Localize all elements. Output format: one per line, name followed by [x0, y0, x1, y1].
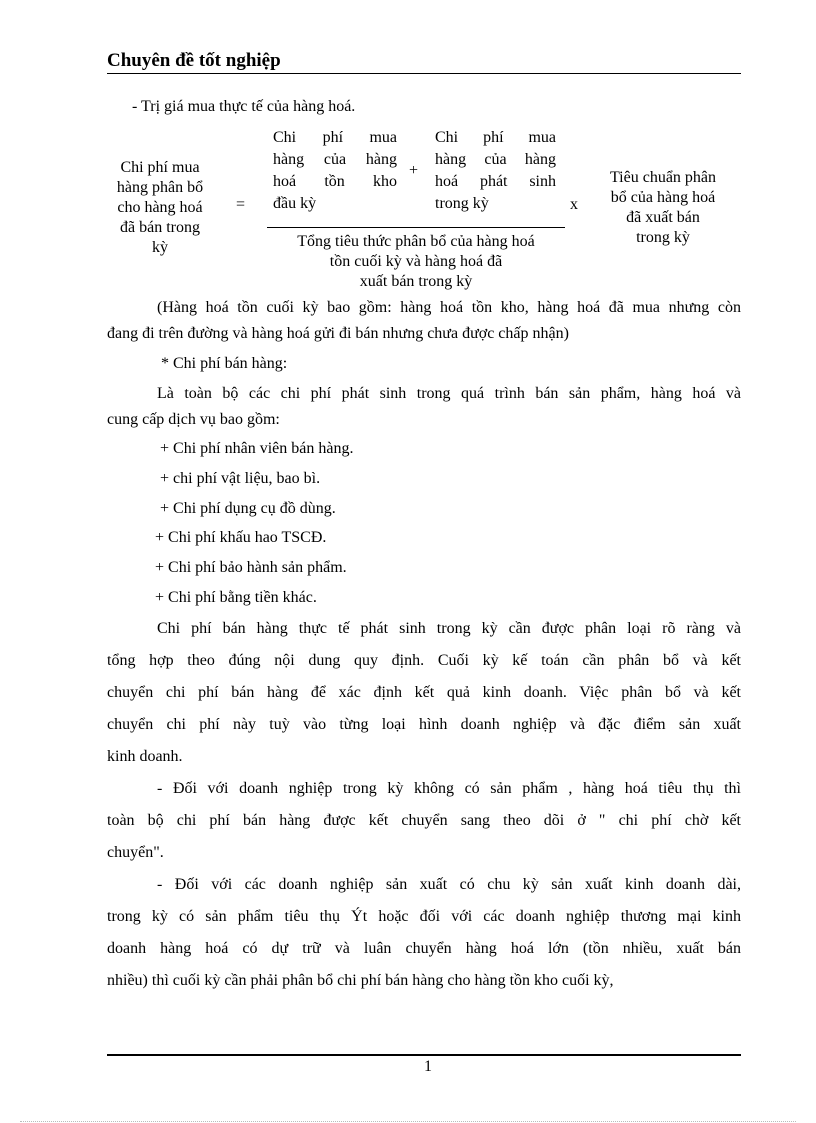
formula-right-term: Tiêu chuẩn phân bổ của hàng hoá đã xuất bán trong kỳ: [609, 169, 717, 246]
numerator-term-b: Chi phí mua hàng của hàng hoá phát sinh trong kỳ: [435, 129, 556, 212]
intro-line: - Trị giá mua thực tế của hàng hoá.: [132, 98, 356, 115]
footer-divider: [107, 1054, 741, 1056]
list-item: + Chi phí nhân viên bán hàng.: [160, 440, 354, 457]
formula-denominator: Tổng tiêu thức phân bổ của hàng hoá tồn cuối kỳ và hàng hoá đã xuất bán trong kỳ: [297, 233, 535, 290]
times-sign: x: [570, 196, 578, 213]
numerator-term-a: Chi phí mua hàng của hàng hoá tồn kho đầu kỳ: [273, 129, 397, 212]
plus-sign: +: [409, 162, 419, 179]
equals-sign: =: [236, 196, 246, 213]
page-edge-divider: [20, 1121, 796, 1122]
list-item: + Chi phí bằng tiền khác.: [155, 589, 317, 606]
fraction-bar: [267, 227, 565, 228]
formula-left-term: Chi phí mua hàng phân bổ cho hàng hoá đã bán trong kỳ: [116, 159, 204, 256]
list-item: + Chi phí bảo hành sản phẩm.: [155, 559, 347, 576]
list-item: + Chi phí dụng cụ đồ dùng.: [160, 500, 336, 517]
document-title: Chuyên đề tốt nghiệp: [107, 50, 281, 71]
section-heading: * Chi phí bán hàng:: [161, 355, 288, 372]
header-divider: [107, 73, 741, 74]
list-item: + chi phí vật liệu, bao bì.: [160, 470, 321, 487]
list-item: + Chi phí khấu hao TSCĐ.: [155, 529, 327, 546]
page-number: 1: [424, 1058, 432, 1075]
